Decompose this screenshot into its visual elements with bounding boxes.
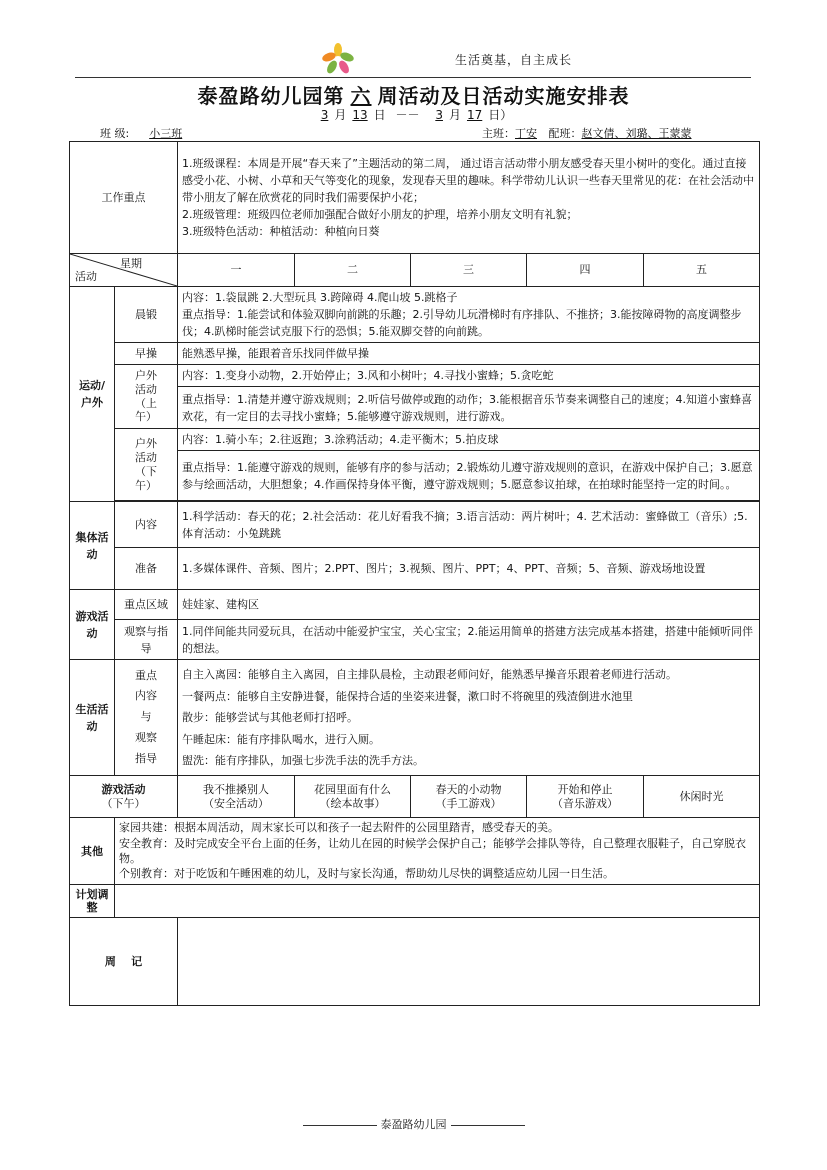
game-area-label: 重点区域	[115, 590, 178, 620]
weekday-fri: 五	[644, 254, 760, 287]
pm-game-mon	[178, 776, 295, 818]
life-label-line: 观察	[135, 731, 157, 745]
corner-weekday-label: 星期	[120, 257, 142, 270]
week-number: 六	[350, 84, 372, 108]
weekday-thu: 四	[527, 254, 644, 287]
game-observe-label: 观察与指导	[115, 620, 178, 660]
pm-game-fri: 休闲时光	[644, 776, 760, 818]
weekly-plan-table	[69, 141, 760, 1006]
pm-outdoor-content: 内容：1.骑小车；2.往返跑；3.涂鸦活动；4.走平衡木；5.拍皮球	[178, 429, 760, 451]
title-prefix: 泰盈路幼儿园第	[197, 84, 345, 108]
pm-game-thu	[527, 776, 644, 818]
pm-games-label	[70, 776, 178, 818]
group-prep: 1.多媒体课件、音频、图片；2.PPT、图片；3.视频、图片、PPT；4、PPT、音频；5、音频、游戏场地设置	[178, 548, 760, 590]
life-row	[70, 660, 760, 776]
morning-exercise-content	[178, 287, 760, 343]
other-line: 家园共建：根据本周活动，周末家长可以和孩子一起去附件的公园里踏青，感受春天的美。	[119, 821, 559, 835]
weekday-tue: 二	[295, 254, 411, 287]
life-item: 午睡起床：能有序排队喝水，进行入厕。	[182, 732, 380, 746]
end-day: 17	[466, 108, 483, 122]
focus-row	[70, 142, 760, 254]
game-area-row	[70, 590, 760, 620]
life-item: 盥洗：能有序排队，加强七步洗手法的洗手方法。	[182, 753, 424, 767]
pm-game-type: （安全活动）	[203, 796, 269, 810]
other-category: 其他	[70, 818, 115, 885]
morning-exercise-row	[70, 287, 760, 343]
kindergarten-logo-icon	[321, 42, 355, 76]
weekly-note-content[interactable]	[178, 917, 760, 1005]
pm-label-line: 活动	[135, 451, 157, 464]
pm-game-title: 春天的小动物	[435, 783, 502, 797]
outdoor-category: 运动/户外	[70, 287, 115, 502]
plan-adjust-label: 计划调整	[70, 884, 115, 917]
pm-game-title: 我不推搡别人	[203, 783, 269, 797]
date-separator: －－	[395, 108, 420, 122]
day-label: 日	[373, 108, 386, 122]
focus-line-2: 2.班级管理：班级四位老师加强配合做好小朋友的护理，培养小朋友文明有礼貌；	[182, 208, 578, 222]
weekday-header-row	[70, 254, 760, 287]
footer-rule-right	[451, 1125, 525, 1126]
weekday-corner-cell	[70, 254, 178, 287]
game-observe-row	[70, 620, 760, 660]
morning-guide: 重点指导：1.能尝试和体验双脚向前跳的乐趣；2.引导幼儿玩滑梯时有序排队、不推挤；3.能按障碍物的高度调整步伐；4.趴梯时能尝试克服下行的恐惧；5.能双脚交替的向前跳。	[182, 308, 742, 339]
group-prep-row	[70, 548, 760, 590]
life-item: 一餐两点：能够自主安静进餐，能保持合适的坐姿来进餐，漱口时不将碗里的残渣倒进水池里	[182, 689, 633, 703]
life-label-line: 重点	[135, 668, 157, 682]
page-title	[0, 80, 827, 109]
month-label: 月	[334, 108, 347, 122]
morning-content: 内容：1.袋鼠跳 2.大型玩具 3.跨障碍 4.爬山坡 5.跳格子	[182, 291, 458, 304]
teacher-info	[482, 125, 692, 141]
am-outdoor-label	[115, 365, 178, 429]
life-label	[115, 660, 178, 776]
header-motto: 生活奠基，自主成长	[455, 53, 573, 67]
pm-label-line: （下	[135, 464, 157, 478]
pm-games-title: 游戏活动	[101, 783, 146, 797]
life-category: 生活活动	[70, 660, 115, 776]
life-label-line: 与	[140, 710, 152, 724]
page-header	[75, 40, 751, 78]
game-category: 游戏活动	[70, 590, 115, 660]
assistant-value: 赵文倩、刘璐、王蒙蒙	[581, 127, 692, 140]
life-content	[178, 660, 760, 776]
pm-label-line: 户外	[135, 437, 157, 451]
am-label-line: 户外	[135, 369, 157, 383]
am-outdoor-content: 内容：1.变身小动物，2.开始停止；3.风和小树叶；4.寻找小蜜蜂；5.贪吃蛇	[178, 365, 760, 387]
pm-games-subtitle: （下午）	[101, 796, 146, 810]
life-item: 散步：能够尝试与其他老师打招呼。	[182, 711, 358, 725]
morning-drill-content: 能熟悉早操，能跟着音乐找同伴做早操	[178, 343, 760, 365]
title-suffix: 周活动及日活动实施安排表	[377, 84, 630, 108]
class-info	[100, 125, 202, 141]
weekday-mon: 一	[178, 254, 295, 287]
pm-game-title: 花园里面有什么	[314, 783, 391, 797]
plan-adjust-content[interactable]	[115, 884, 760, 917]
weekday-wed: 三	[411, 254, 527, 287]
end-day-label: 日）	[488, 108, 513, 122]
am-outdoor-guide: 重点指导：1.清楚并遵守游戏规则；2.听信号做停或跑的动作；3.能根据音乐节奏来调整自己的速度；4.知道小蜜蜂喜欢花，有一定目的去寻找小蜜蜂；5.能够遵守游戏规则，进行游戏。	[178, 387, 760, 429]
other-row	[70, 818, 760, 885]
head-teacher-value: 丁安	[515, 127, 537, 140]
end-month: 3	[435, 108, 443, 122]
class-value: 小三班	[149, 127, 183, 140]
life-label-line: 指导	[135, 752, 157, 766]
pm-games-row	[70, 776, 760, 818]
plan-adjust-row	[70, 884, 760, 917]
pm-game-title: 开始和停止	[557, 783, 613, 797]
weekly-note-label: 周 记	[70, 917, 178, 1005]
am-outdoor-content-row	[70, 365, 760, 387]
pm-game-tue	[295, 776, 411, 818]
morning-drill-label: 早操	[115, 343, 178, 365]
focus-line-3: 3.班级特色活动：种植活动：种植向日葵	[182, 225, 380, 239]
class-label: 班 级:	[100, 127, 130, 140]
group-content-label: 内容	[115, 502, 178, 548]
am-label-line: （上	[135, 396, 157, 410]
life-item: 自主入离园：能够自主入离园，自主排队晨检，主动跟老师问好，能熟悉早操音乐跟着老师进行活动。	[182, 668, 677, 682]
am-label-line: 午）	[135, 410, 157, 424]
corner-activity-label: 活动	[75, 270, 97, 283]
other-line: 个别教育：对于吃饭和午睡困难的幼儿，及时与家长沟通，帮助幼儿尽快的调整适应幼儿园一日生活。	[119, 867, 614, 881]
pm-label-line: 午）	[135, 478, 157, 492]
footer-rule-left	[303, 1125, 377, 1126]
am-label-line: 活动	[135, 382, 157, 396]
other-content	[115, 818, 760, 885]
pm-game-type: （绘本故事）	[319, 796, 386, 810]
pm-game-type: （手工游戏）	[435, 796, 502, 810]
pm-outdoor-label	[115, 429, 178, 501]
pm-outdoor-content-row	[70, 429, 760, 451]
page-footer	[0, 1116, 827, 1132]
date-range	[0, 106, 827, 123]
focus-label: 工作重点	[70, 142, 178, 254]
start-day: 13	[352, 108, 368, 122]
group-category: 集体活动	[70, 502, 115, 590]
game-area: 娃娃家、建构区	[178, 590, 760, 620]
head-teacher-label: 主班：	[482, 127, 515, 140]
morning-drill-row	[70, 343, 760, 365]
weekly-note-row	[70, 917, 760, 1005]
other-line: 安全教育：及时完成安全平台上面的任务，让幼儿在园的时候学会保护自己；能够学会排队等待，自己整理衣服鞋子，自己穿脱衣物。	[119, 836, 746, 866]
month-label-2: 月	[448, 108, 461, 122]
pm-game-type: （音乐游戏）	[552, 796, 618, 810]
morning-exercise-label: 晨锻	[115, 287, 178, 343]
life-label-line: 内容	[135, 689, 157, 703]
group-content-row	[70, 502, 760, 548]
start-month: 3	[320, 108, 329, 122]
pm-game-wed	[411, 776, 527, 818]
focus-line-1: 1.班级课程：本周是开展“春天来了”主题活动的第二周， 通过语言活动带小朋友感受春天里小树叶的变化。通过直接感受小花、小树、小草和天气等变化的现象，发现春天里的趣味。科学带幼儿认识一些春天里常见的花：在社会活动中带小朋友了解在欣赏花的同时我们需要保护小花；	[182, 156, 754, 204]
footer-text: 泰盈路幼儿园	[380, 1118, 447, 1131]
group-prep-label: 准备	[115, 548, 178, 590]
focus-content	[178, 142, 760, 254]
assistant-label: 配班：	[548, 127, 582, 140]
game-observe: 1.同伴间能共同爱玩具，在活动中能爱护宝宝，关心宝宝；2.能运用简单的搭建方法完成基本搭建，搭建中能倾听同伴的想法。	[178, 620, 760, 660]
pm-outdoor-guide: 重点指导：1.能遵守游戏的规则，能够有序的参与活动；2.锻炼幼儿遵守游戏规则的意识，在游戏中保护自己；3.愿意参与绘画活动，大胆想象；4.作画保持身体平衡，遵守游戏规则；5.愿意参议拍球，在拍球时能坚持一定的时间。。	[178, 451, 760, 501]
group-content: 1.科学活动：春天的花；2.社会活动：花儿好看我不摘；3.语言活动：两片树叶；4. 艺术活动：蜜蜂做工（音乐）;5.体育活动：小兔跳跳	[178, 502, 760, 548]
